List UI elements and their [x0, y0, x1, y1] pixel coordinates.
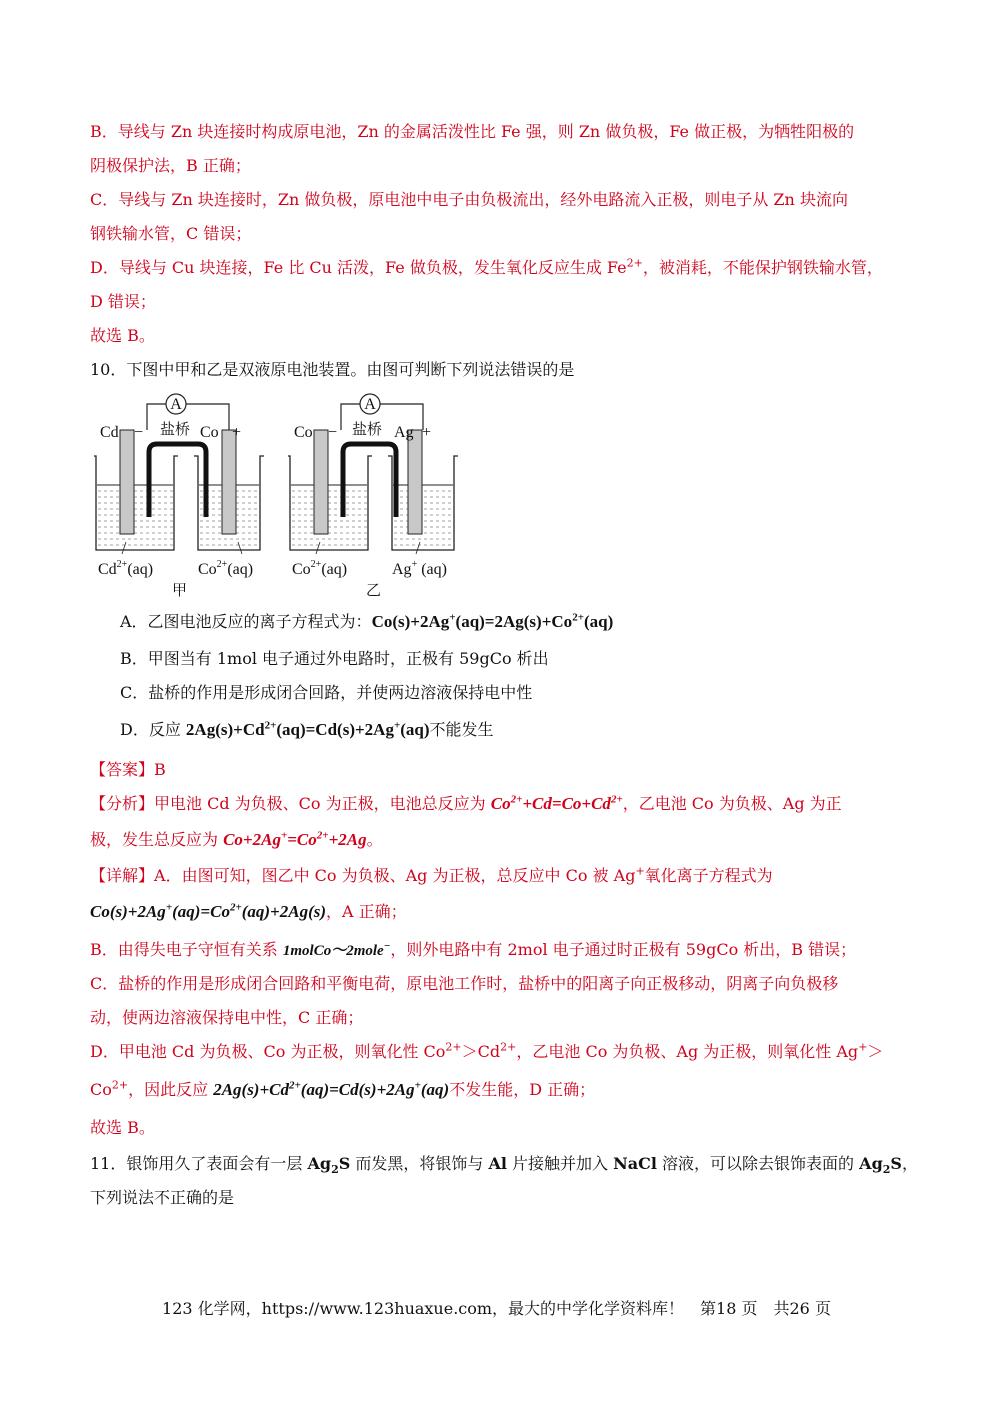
polarity-sign: +	[232, 424, 242, 441]
detail-line: $Co(s)+2Ag^+(aq)=Co^{2+}(aq)+2Ag(s)$，A 正确；	[90, 901, 407, 921]
solution-label: $Co^{2+}(aq)$	[198, 559, 254, 578]
option-b: B．甲图当有 1mol 电子通过外电路时，正极有 59gCo 析出	[120, 649, 549, 668]
electrode-label: Cd	[100, 424, 119, 441]
detail-line: 【详解】A．由图可知，图乙中 Co 为负极、Ag 为正极，总反应中 Co 被 Ag+氧化离子方程式为	[90, 864, 773, 885]
text-line: 故选 B。	[90, 326, 155, 345]
detail-line: B．由得失电子守恒有关系 1molCo～2mole−，则外电路中有 2mol 电子通过时正极有 59gCo 析出，B 错误；	[90, 940, 857, 959]
polarity-sign: −	[328, 424, 338, 441]
text-line: 阴极保护法，B 正确；	[90, 156, 251, 175]
text-line: B．导线与 Zn 块连接时构成原电池，Zn 的金属活泼性比 Fe 强，则 Zn 做负极，Fe 做正极，为牺牲阳极的	[90, 122, 855, 141]
question-11: 11．银饰用久了表面会有一层 $Ag_2S$ 而发黑，将银饰与 Al 片接触并加入 NaCl 溶液，可以除去银饰表面的 $Ag_2S$，	[90, 1154, 918, 1177]
option-d: D．反应 $2Ag(s)+Cd^{2+}(aq)=Cd(s)+2Ag^+(aq)$不能发生	[120, 719, 494, 739]
electrode-label: Co	[200, 424, 219, 441]
analysis-line: 极，发生总反应为 $Co+2Ag^+=Co^{2+}+2Ag$。	[90, 829, 383, 849]
cell-yi	[288, 394, 458, 599]
text-line: C．导线与 Zn 块连接时，Zn 做负极，原电池中电子由负极流出，经外电路流入正极，则电子从 Zn 块流向	[90, 190, 848, 209]
galvanic-cell-diagram	[92, 392, 472, 602]
electrode-label: Co	[294, 424, 313, 441]
question-11: 下列说法不正确的是	[90, 1188, 235, 1207]
solution-label: $Co^{2+}(aq)$	[292, 559, 348, 578]
polarity-sign: +	[422, 424, 432, 441]
salt-bridge-label: 盐桥	[352, 420, 383, 438]
polarity-sign: −	[134, 424, 144, 441]
option-c: C．盐桥的作用是形成闭合回路，并使两边溶液保持电中性	[120, 683, 533, 702]
text-line: D 错误；	[90, 292, 156, 311]
option-a: A．乙图电池反应的离子方程式为：$Co(s)+2Ag^+(aq)=2Ag(s)+Co^{2+}(aq)$	[120, 611, 614, 631]
analysis-line: 【分析】甲电池 Cd 为负极、Co 为正极，电池总反应为 $Co^{2+}+Cd=Co+Cd^{2+}$，乙电池 Co 为负极、Ag 为正	[90, 793, 842, 813]
text-line: 钢铁输水管，C 错误；	[90, 224, 252, 243]
electrode-label: Ag	[394, 424, 414, 441]
ammeter-label: A	[364, 396, 376, 413]
answer-line: 【答案】B	[90, 760, 166, 779]
salt-bridge-label: 盐桥	[160, 420, 191, 438]
question-10: 10．下图中甲和乙是双液原电池装置。由图可判断下列说法错误的是	[90, 360, 575, 379]
detail-line: 动，使两边溶液保持电中性，C 正确；	[90, 1008, 364, 1027]
detail-line: 故选 B。	[90, 1118, 155, 1137]
detail-line: $Co^{2+}$，因此反应 $2Ag(s)+Cd^{2+}(aq)=Cd(s)+2Ag^+(aq)$不发生能，D 正确；	[90, 1078, 596, 1099]
cell-jia	[94, 394, 264, 599]
solution-label: $Cd^{2+}(aq)$	[98, 559, 154, 578]
page-footer: 123 化学网，https://www.123huaxue.com，最大的中学化学资料库！ 第18 页 共26 页	[162, 1299, 831, 1318]
ammeter-label: A	[170, 396, 182, 413]
detail-line: D．甲电池 Cd 为负极、Co 为正极，则氧化性 $Co^{2+}>Cd^{2+}$，乙电池 Co 为负极、Ag 为正极，则氧化性 Ag+＞	[90, 1040, 884, 1061]
text-line: D．导线与 Cu 块连接，Fe 比 Cu 活泼，Fe 做负极，发生氧化反应生成 $Fe^{2+}$，被消耗，不能保护钢铁输水管，	[90, 256, 883, 277]
cell-name-label: 甲	[172, 581, 188, 599]
cell-name-label: 乙	[366, 581, 382, 599]
solution-label: Ag+ (aq)	[392, 559, 447, 578]
detail-line: C．盐桥的作用是形成闭合回路和平衡电荷，原电池工作时，盐桥中的阳离子向正极移动，阴离子向负极移	[90, 974, 839, 993]
